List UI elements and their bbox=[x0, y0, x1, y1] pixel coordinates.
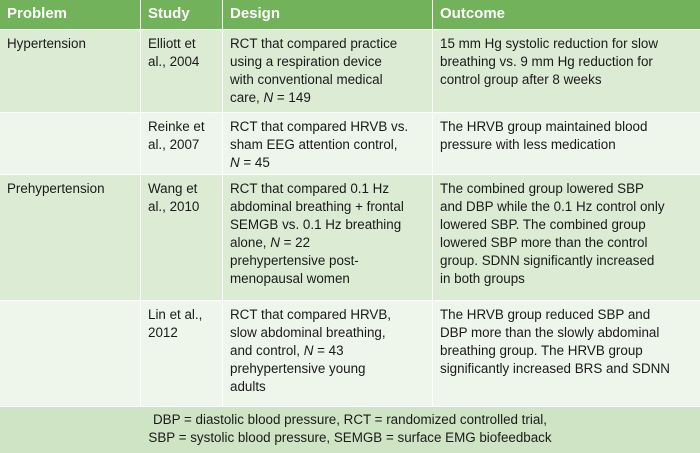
cell-problem bbox=[0, 174, 140, 300]
design-line: adults bbox=[230, 379, 266, 394]
outcome-line: The HRVB group maintained blood bbox=[440, 119, 648, 134]
table-row bbox=[0, 112, 700, 174]
cell-study bbox=[140, 112, 222, 174]
cell-study bbox=[140, 300, 222, 406]
header-problem: Problem bbox=[7, 5, 68, 22]
study-line: Elliott et bbox=[148, 36, 196, 51]
design-line-n bbox=[230, 342, 432, 360]
design-line: with conventional medical bbox=[230, 72, 383, 87]
row-divider bbox=[0, 174, 700, 175]
study-line: Lin et al., bbox=[148, 307, 203, 322]
design-line: RCT that compared HRVB vs. bbox=[230, 119, 409, 134]
design-line: slow abdominal breathing, bbox=[230, 325, 386, 340]
cell-design bbox=[222, 29, 432, 112]
problem-text: Hypertension bbox=[7, 36, 86, 51]
footnote-line: DBP = diastolic blood pressure, RCT = randomized controlled trial, bbox=[153, 412, 547, 427]
outcome-line: The HRVB group reduced SBP and bbox=[440, 307, 651, 322]
row-divider bbox=[0, 112, 700, 113]
cell-outcome bbox=[432, 174, 700, 300]
design-line: RCT that compared practice bbox=[230, 36, 398, 51]
design-line: abdominal breathing + frontal bbox=[230, 199, 404, 214]
table-row bbox=[0, 174, 700, 300]
design-line-n bbox=[230, 154, 432, 172]
cell-problem bbox=[0, 112, 140, 174]
outcome-line: breathing vs. 9 mm Hg reduction for bbox=[440, 54, 653, 69]
n-symbol: N bbox=[303, 343, 314, 358]
outcome-line: DBP more than the slowly abdominal bbox=[440, 325, 660, 340]
study-line: al., 2004 bbox=[148, 54, 200, 69]
n-value: = 149 bbox=[273, 90, 311, 105]
cell-problem bbox=[0, 29, 140, 112]
footnote-text bbox=[0, 411, 700, 447]
design-text: care, bbox=[230, 90, 264, 105]
header-outcome: Outcome bbox=[432, 0, 700, 29]
design-text: and control, bbox=[230, 343, 304, 358]
study-line: Wang et bbox=[148, 181, 198, 196]
study-line: al., 2010 bbox=[148, 199, 200, 214]
design-line: RCT that compared 0.1 Hz bbox=[230, 181, 390, 196]
cell-outcome bbox=[432, 29, 700, 112]
table-header bbox=[0, 0, 700, 29]
design-line: SEMGB vs. 0.1 Hz breathing bbox=[230, 217, 402, 232]
n-symbol: N bbox=[230, 155, 240, 170]
study-line: 2012 bbox=[148, 325, 178, 340]
table-footnote bbox=[0, 406, 700, 453]
table-row bbox=[0, 29, 700, 112]
n-symbol: N bbox=[270, 235, 280, 250]
header-study: Study bbox=[140, 0, 222, 29]
cell-outcome bbox=[432, 300, 700, 406]
design-line: menopausal women bbox=[230, 271, 350, 286]
cell-design bbox=[222, 300, 432, 406]
outcome-line: and DBP while the 0.1 Hz control only bbox=[440, 199, 665, 214]
n-value: = 22 bbox=[279, 235, 311, 250]
outcome-line: significantly increased BRS and SDNN bbox=[440, 361, 670, 376]
row-divider bbox=[0, 406, 700, 407]
design-line: using a respiration device bbox=[230, 54, 382, 69]
outcome-line: breathing group. The HRVB group bbox=[440, 343, 643, 358]
cell-study bbox=[140, 29, 222, 112]
design-line: prehypertensive post- bbox=[230, 253, 359, 268]
n-value: = 45 bbox=[239, 155, 270, 170]
study-line: Reinke et bbox=[148, 119, 205, 134]
outcome-line: lowered SBP more than the control bbox=[440, 235, 648, 250]
cell-outcome bbox=[432, 112, 700, 174]
design-text: alone, bbox=[230, 235, 271, 250]
design-line-n bbox=[230, 89, 432, 107]
n-symbol: N bbox=[263, 90, 274, 105]
design-line: prehypertensive young bbox=[230, 361, 366, 376]
header-design: Design bbox=[222, 0, 432, 29]
footnote-line: SBP = systolic blood pressure, SEMGB = surface EMG biofeedback bbox=[148, 430, 552, 445]
problem-text: Prehypertension bbox=[7, 181, 105, 196]
cell-design bbox=[222, 174, 432, 300]
outcome-line: in both groups bbox=[440, 271, 525, 286]
design-line: RCT that compared HRVB, bbox=[230, 307, 392, 322]
design-line: sham EEG attention control, bbox=[230, 137, 398, 152]
row-divider bbox=[0, 300, 700, 301]
design-line-n bbox=[230, 234, 432, 252]
cell-problem bbox=[0, 300, 140, 406]
table-row bbox=[0, 300, 700, 406]
cell-design bbox=[222, 112, 432, 174]
study-line: al., 2007 bbox=[148, 137, 200, 152]
outcome-line: 15 mm Hg systolic reduction for slow bbox=[440, 36, 659, 51]
outcome-line: pressure with less medication bbox=[440, 137, 616, 152]
outcome-line: control group after 8 weeks bbox=[440, 72, 602, 87]
n-value: = 43 bbox=[313, 343, 344, 358]
outcome-line: The combined group lowered SBP bbox=[440, 181, 644, 196]
cell-study bbox=[140, 174, 222, 300]
row-divider bbox=[0, 29, 700, 30]
outcome-line: group. SDNN significantly increased bbox=[440, 253, 655, 268]
outcome-line: lowered SBP. The combined group bbox=[440, 217, 646, 232]
